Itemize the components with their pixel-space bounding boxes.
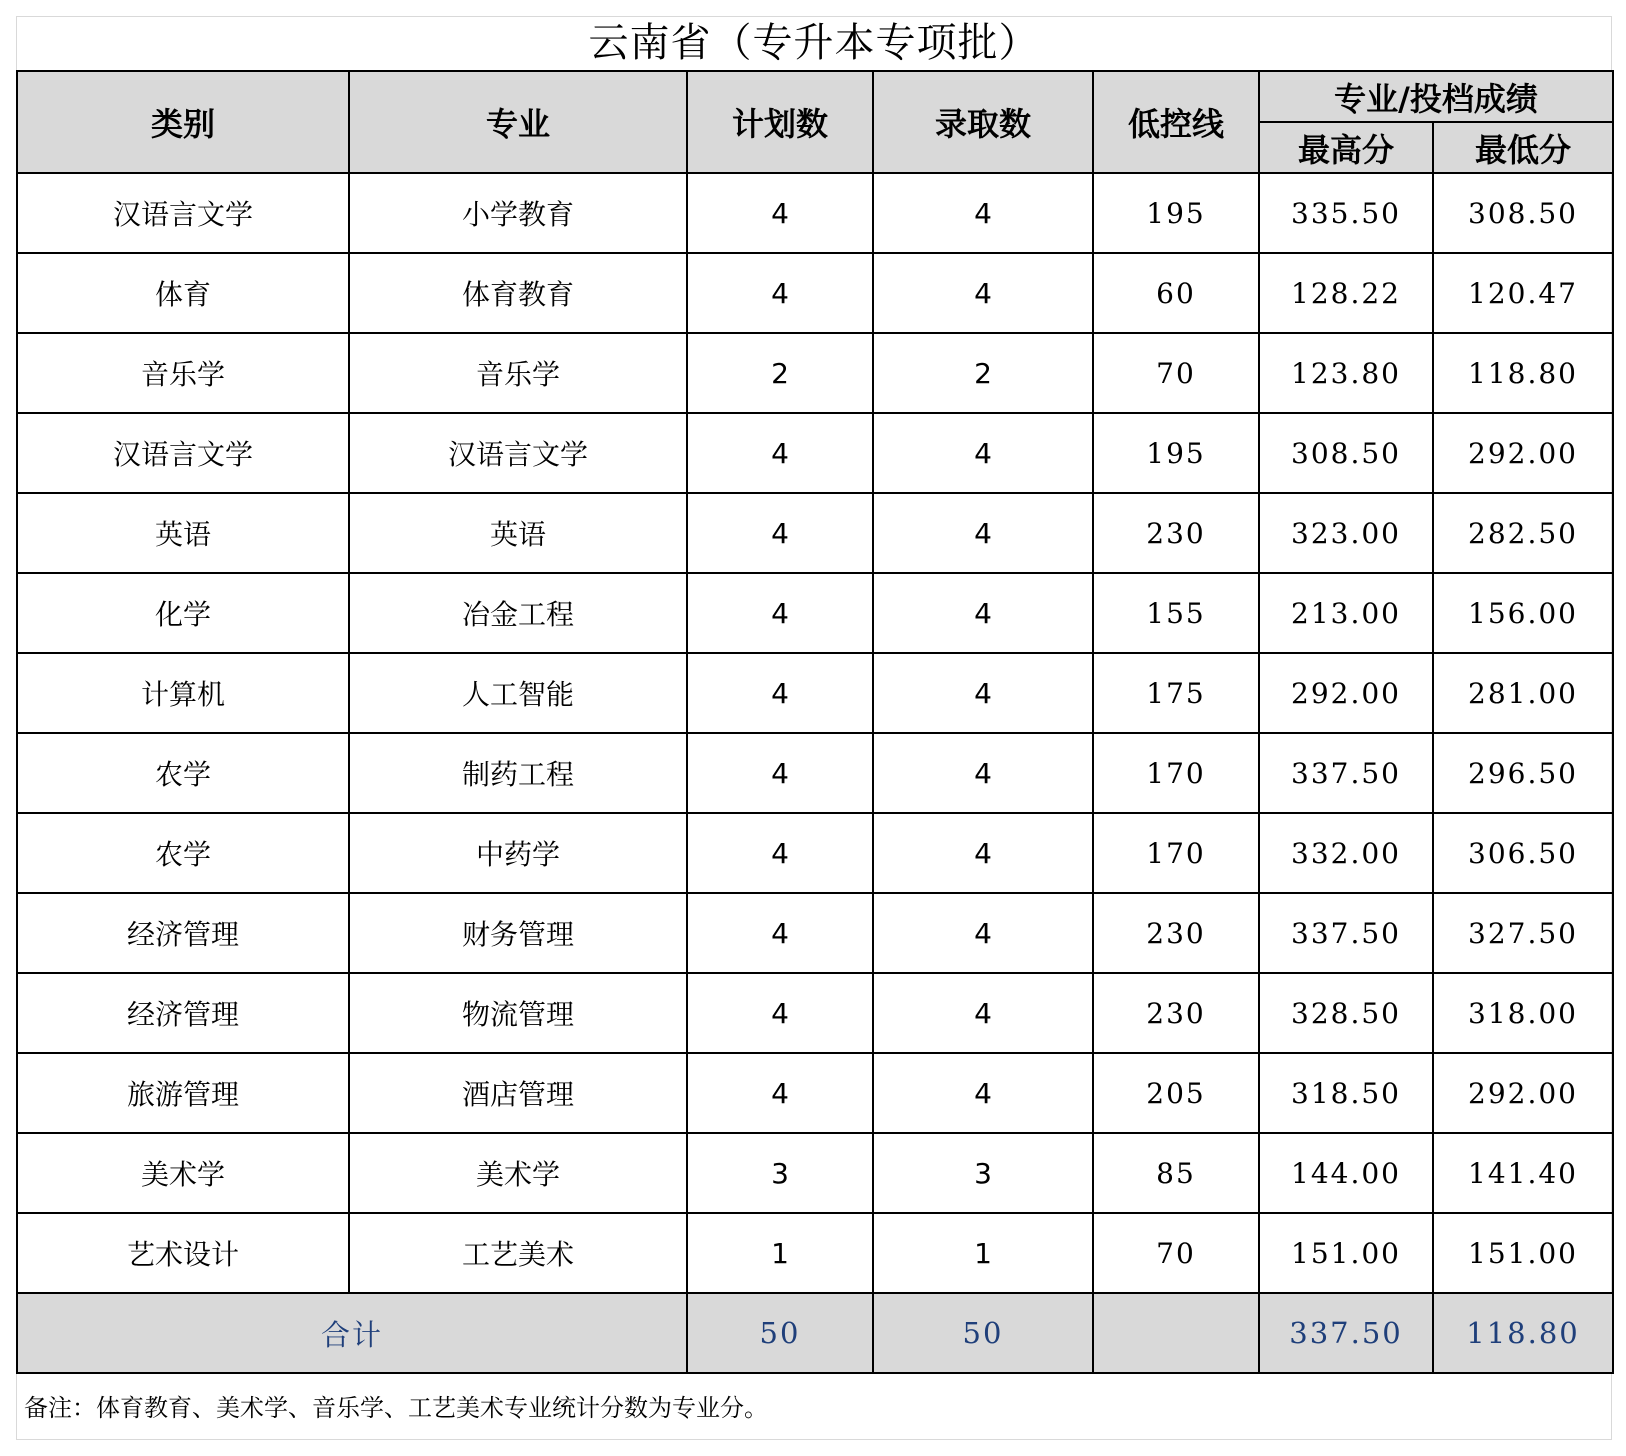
table-row xyxy=(17,573,1613,653)
cell-control-line: 70 xyxy=(1093,1213,1259,1293)
cell-max-score: 337.50 xyxy=(1259,893,1433,973)
cell-admitted: 2 xyxy=(873,333,1093,413)
cell-major: 小学教育 xyxy=(349,173,687,253)
cell-max-score: 128.22 xyxy=(1259,253,1433,333)
cell-category: 体育 xyxy=(17,253,349,333)
cell-admitted: 4 xyxy=(873,493,1093,573)
cell-max-score: 308.50 xyxy=(1259,413,1433,493)
cell-max-score: 123.80 xyxy=(1259,333,1433,413)
cell-min-score: 308.50 xyxy=(1433,173,1613,253)
table-body xyxy=(17,173,1613,1293)
cell-admitted: 4 xyxy=(873,173,1093,253)
cell-category: 旅游管理 xyxy=(17,1053,349,1133)
cell-plan: 4 xyxy=(687,893,873,973)
cell-control-line: 230 xyxy=(1093,493,1259,573)
header-category: 类别 xyxy=(17,71,349,173)
footnote: 备注：体育教育、美术学、音乐学、工艺美术专业统计分数为专业分。 xyxy=(24,1394,768,1422)
cell-min-score: 292.00 xyxy=(1433,1053,1613,1133)
cell-admitted: 4 xyxy=(873,973,1093,1053)
cell-admitted: 4 xyxy=(873,413,1093,493)
cell-min-score: 156.00 xyxy=(1433,573,1613,653)
cell-control-line: 155 xyxy=(1093,573,1259,653)
page-title: 云南省（专升本专项批） xyxy=(588,20,1040,66)
cell-max-score: 144.00 xyxy=(1259,1133,1433,1213)
cell-category: 计算机 xyxy=(17,653,349,733)
table-row xyxy=(17,1053,1613,1133)
cell-max-score: 213.00 xyxy=(1259,573,1433,653)
cell-control-line: 175 xyxy=(1093,653,1259,733)
header-max-score: 最高分 xyxy=(1259,122,1433,173)
cell-control-line: 205 xyxy=(1093,1053,1259,1133)
cell-control-line: 60 xyxy=(1093,253,1259,333)
cell-control-line: 195 xyxy=(1093,413,1259,493)
cell-major: 中药学 xyxy=(349,813,687,893)
cell-admitted: 3 xyxy=(873,1133,1093,1213)
header-min-score: 最低分 xyxy=(1433,122,1613,173)
cell-max-score: 328.50 xyxy=(1259,973,1433,1053)
header-admitted: 录取数 xyxy=(873,71,1093,173)
cell-control-line: 70 xyxy=(1093,333,1259,413)
cell-max-score: 151.00 xyxy=(1259,1213,1433,1293)
cell-admitted: 4 xyxy=(873,1053,1093,1133)
cell-category: 经济管理 xyxy=(17,893,349,973)
cell-admitted: 4 xyxy=(873,813,1093,893)
cell-min-score: 118.80 xyxy=(1433,333,1613,413)
cell-control-line: 230 xyxy=(1093,893,1259,973)
cell-min-score: 306.50 xyxy=(1433,813,1613,893)
cell-major: 音乐学 xyxy=(349,333,687,413)
cell-category: 音乐学 xyxy=(17,333,349,413)
cell-admitted: 4 xyxy=(873,733,1093,813)
cell-plan: 4 xyxy=(687,813,873,893)
cell-control-line: 195 xyxy=(1093,173,1259,253)
cell-max-score: 323.00 xyxy=(1259,493,1433,573)
cell-min-score: 292.00 xyxy=(1433,413,1613,493)
header-score-group: 专业/投档成绩 xyxy=(1259,71,1613,122)
table-row xyxy=(17,173,1613,253)
cell-major: 财务管理 xyxy=(349,893,687,973)
cell-category: 艺术设计 xyxy=(17,1213,349,1293)
table-row xyxy=(17,333,1613,413)
cell-min-score: 151.00 xyxy=(1433,1213,1613,1293)
cell-admitted: 4 xyxy=(873,653,1093,733)
table-row xyxy=(17,1213,1613,1293)
cell-major: 酒店管理 xyxy=(349,1053,687,1133)
cell-max-score: 335.50 xyxy=(1259,173,1433,253)
cell-min-score: 120.47 xyxy=(1433,253,1613,333)
cell-min-score: 141.40 xyxy=(1433,1133,1613,1213)
cell-category: 化学 xyxy=(17,573,349,653)
header-plan: 计划数 xyxy=(687,71,873,173)
cell-plan: 4 xyxy=(687,573,873,653)
table-row xyxy=(17,493,1613,573)
cell-max-score: 332.00 xyxy=(1259,813,1433,893)
cell-plan: 2 xyxy=(687,333,873,413)
cell-plan: 4 xyxy=(687,733,873,813)
cell-plan: 4 xyxy=(687,493,873,573)
cell-min-score: 318.00 xyxy=(1433,973,1613,1053)
cell-major: 冶金工程 xyxy=(349,573,687,653)
cell-admitted: 4 xyxy=(873,893,1093,973)
cell-category: 农学 xyxy=(17,813,349,893)
total-control-line xyxy=(1093,1293,1259,1373)
cell-control-line: 230 xyxy=(1093,973,1259,1053)
cell-category: 英语 xyxy=(17,493,349,573)
cell-plan: 4 xyxy=(687,253,873,333)
cell-plan: 4 xyxy=(687,413,873,493)
cell-min-score: 281.00 xyxy=(1433,653,1613,733)
cell-category: 汉语言文学 xyxy=(17,413,349,493)
cell-control-line: 85 xyxy=(1093,1133,1259,1213)
header-control-line: 低控线 xyxy=(1093,71,1259,173)
cell-major: 体育教育 xyxy=(349,253,687,333)
cell-category: 农学 xyxy=(17,733,349,813)
cell-min-score: 282.50 xyxy=(1433,493,1613,573)
total-plan: 50 xyxy=(687,1293,873,1373)
cell-admitted: 4 xyxy=(873,573,1093,653)
cell-min-score: 327.50 xyxy=(1433,893,1613,973)
cell-plan: 4 xyxy=(687,1053,873,1133)
table-row xyxy=(17,813,1613,893)
total-max: 337.50 xyxy=(1259,1293,1433,1373)
cell-admitted: 1 xyxy=(873,1213,1093,1293)
cell-plan: 4 xyxy=(687,173,873,253)
cell-major: 英语 xyxy=(349,493,687,573)
header-major: 专业 xyxy=(349,71,687,173)
cell-plan: 1 xyxy=(687,1213,873,1293)
cell-max-score: 318.50 xyxy=(1259,1053,1433,1133)
table-row xyxy=(17,733,1613,813)
table-row xyxy=(17,893,1613,973)
cell-major: 美术学 xyxy=(349,1133,687,1213)
cell-major: 人工智能 xyxy=(349,653,687,733)
cell-max-score: 337.50 xyxy=(1259,733,1433,813)
cell-max-score: 292.00 xyxy=(1259,653,1433,733)
cell-plan: 3 xyxy=(687,1133,873,1213)
total-label: 合计 xyxy=(17,1293,687,1373)
cell-min-score: 296.50 xyxy=(1433,733,1613,813)
table-row xyxy=(17,253,1613,333)
cell-category: 美术学 xyxy=(17,1133,349,1213)
cell-control-line: 170 xyxy=(1093,813,1259,893)
cell-major: 工艺美术 xyxy=(349,1213,687,1293)
table-header xyxy=(17,71,1613,173)
total-admitted: 50 xyxy=(873,1293,1093,1373)
admission-table xyxy=(16,70,1614,1374)
cell-admitted: 4 xyxy=(873,253,1093,333)
cell-category: 经济管理 xyxy=(17,973,349,1053)
cell-major: 制药工程 xyxy=(349,733,687,813)
total-row xyxy=(17,1293,1613,1373)
total-min: 118.80 xyxy=(1433,1293,1613,1373)
cell-category: 汉语言文学 xyxy=(17,173,349,253)
table-row xyxy=(17,653,1613,733)
cell-major: 物流管理 xyxy=(349,973,687,1053)
table-row xyxy=(17,413,1613,493)
cell-plan: 4 xyxy=(687,653,873,733)
table-row xyxy=(17,1133,1613,1213)
cell-control-line: 170 xyxy=(1093,733,1259,813)
cell-plan: 4 xyxy=(687,973,873,1053)
table-row xyxy=(17,973,1613,1053)
cell-major: 汉语言文学 xyxy=(349,413,687,493)
